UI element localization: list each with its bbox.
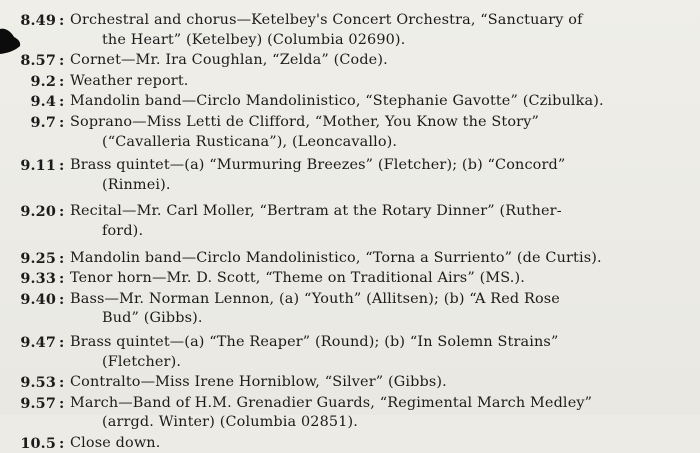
programme-entry [0, 290, 700, 329]
entry-description [70, 434, 700, 453]
programme-entry [0, 333, 700, 372]
entry-line: March—Band of H.M. Grenadier Guards, “Regimental March Medley” [70, 394, 593, 411]
entry-time: 9.20 [20, 203, 56, 221]
radio-programme-listing [0, 11, 700, 453]
entry-time: 9.11 [20, 157, 56, 175]
entry-description [70, 72, 700, 92]
entry-continuation: ford). [102, 222, 144, 239]
programme-entry [0, 249, 700, 269]
entry-description [70, 269, 700, 289]
entry-time: 9.57 [20, 394, 56, 412]
entry-line: Cornet—Mr. Ira Coughlan, “Zelda” (Code). [70, 52, 388, 69]
programme-entry [0, 72, 700, 92]
entry-description [70, 11, 700, 50]
programme-entry [0, 202, 700, 241]
programme-entry [0, 92, 700, 112]
programme-entry [0, 11, 700, 50]
entry-continuation: the Heart” (Ketelbey) (Columbia 02690). [102, 31, 406, 48]
time-separator: : [59, 249, 65, 267]
entry-description [70, 333, 700, 372]
time-separator: : [59, 270, 65, 288]
time-separator: : [59, 434, 65, 452]
entry-description [70, 113, 700, 152]
entry-line: Mandolin band—Circlo Mandolinistico, “Torna a Surriento” (de Curtis). [70, 249, 602, 266]
programme-entry [0, 51, 700, 71]
time-separator: : [59, 374, 65, 392]
time-separator: : [59, 72, 65, 90]
programme-entry [0, 113, 700, 152]
entry-line: Weather report. [70, 72, 189, 89]
entry-line: Recital—Mr. Carl Moller, “Bertram at the Rotary Dinner” (Ruther- [70, 203, 562, 220]
entry-line: Contralto—Miss Irene Horniblow, “Silver” (Gibbs). [70, 374, 447, 391]
entry-time: 9.2 [30, 72, 56, 90]
time-separator: : [59, 113, 65, 131]
entry-time: 9.33 [20, 270, 56, 288]
time-separator: : [59, 394, 65, 412]
entry-description [70, 51, 700, 71]
entry-description [70, 290, 700, 329]
entry-line: Brass quintet—(a) “Murmuring Breezes” (Fletcher); (b) “Concord” [70, 157, 566, 174]
entry-description [70, 92, 700, 112]
time-separator: : [59, 93, 65, 111]
time-separator: : [59, 52, 65, 70]
time-separator: : [59, 333, 65, 351]
entry-line: Brass quintet—(a) “The Reaper” (Round); (b) “In Solemn Strains” [70, 333, 559, 350]
entry-description [70, 202, 700, 241]
entry-time: 9.4 [30, 93, 56, 111]
programme-entry [0, 269, 700, 289]
entry-line: Close down. [70, 434, 161, 451]
programme-entry [0, 373, 700, 393]
time-separator: : [59, 12, 65, 29]
entry-time: 8.49 [20, 12, 56, 29]
entry-time: 9.47 [20, 333, 56, 351]
entry-line: Bass—Mr. Norman Lennon, (a) “Youth” (Allitsen); (b) “A Red Rose [70, 290, 560, 307]
entry-line: Mandolin band—Circlo Mandolinistico, “Stephanie Gavotte” (Czibulka). [70, 93, 604, 110]
time-separator: : [59, 203, 65, 221]
entry-line: Tenor horn—Mr. D. Scott, “Theme on Traditional Airs” (MS.). [70, 270, 525, 287]
programme-entry [0, 434, 700, 453]
entry-time: 9.53 [20, 374, 56, 392]
time-separator: : [59, 290, 65, 308]
entry-continuation: (Fletcher). [102, 353, 182, 370]
entry-time: 8.57 [20, 52, 56, 70]
entry-description [70, 373, 700, 393]
entry-continuation: (“Cavalleria Rusticana”), (Leoncavallo). [102, 133, 398, 150]
entry-continuation: Bud” (Gibbs). [102, 310, 203, 327]
entry-time: 9.7 [30, 113, 56, 131]
programme-entry [0, 156, 700, 195]
time-separator: : [59, 157, 65, 175]
entry-time: 9.40 [20, 290, 56, 308]
programme-entry [0, 394, 700, 433]
entry-description [70, 394, 700, 433]
entry-time: 9.25 [20, 249, 56, 267]
entry-description [70, 249, 700, 269]
entry-continuation: (Rinmei). [102, 176, 171, 193]
entry-line: Orchestral and chorus—Ketelbey's Concert Orchestra, “Sanctuary of [70, 12, 583, 28]
entry-continuation: (arrgd. Winter) (Columbia 02851). [102, 414, 358, 431]
entry-line: Soprano—Miss Letti de Clifford, “Mother, You Know the Story” [70, 113, 539, 130]
entry-description [70, 156, 700, 195]
entry-time: 10.5 [20, 434, 56, 452]
